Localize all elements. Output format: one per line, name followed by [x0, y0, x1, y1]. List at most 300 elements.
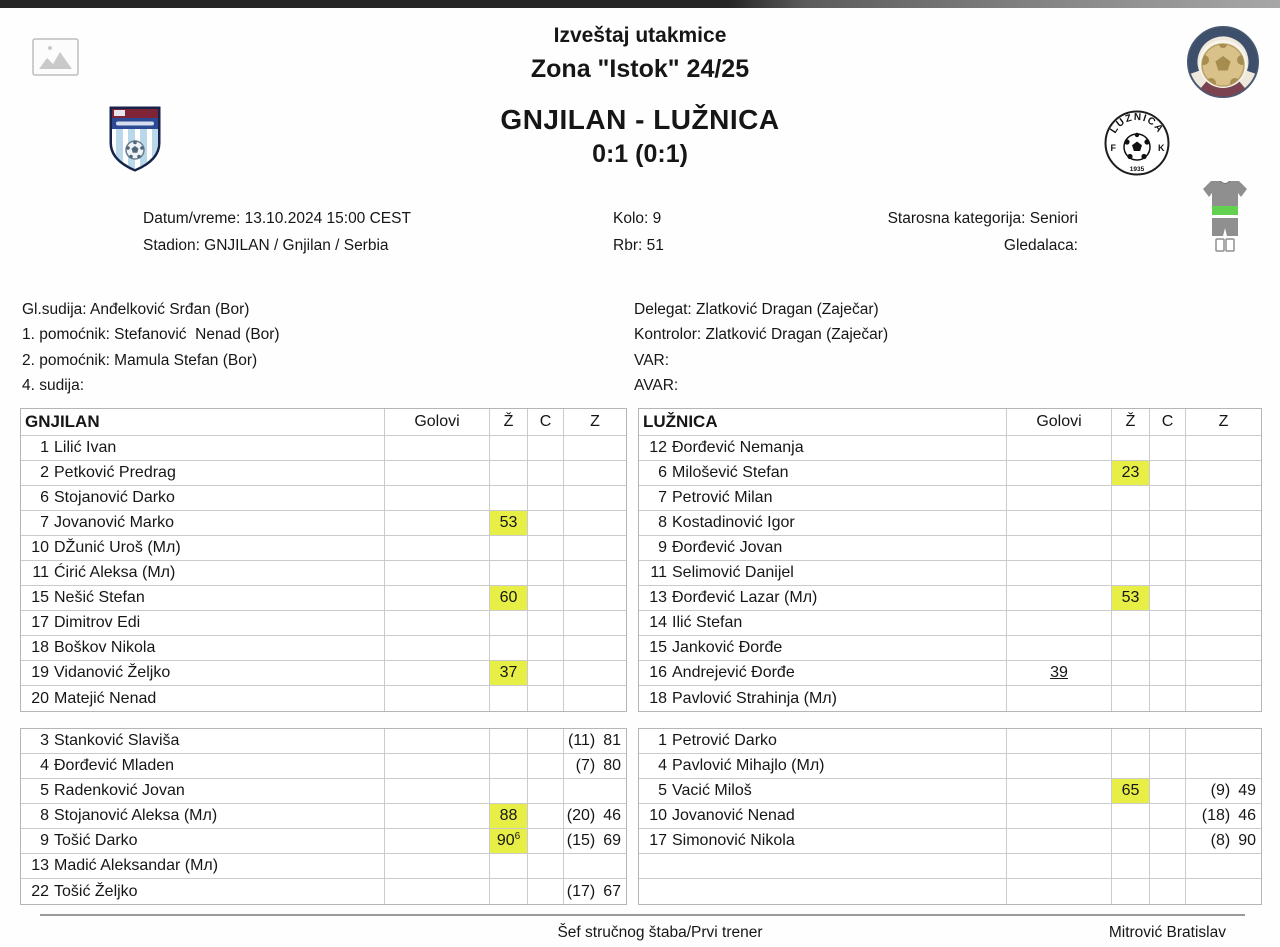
substitution-cell	[563, 461, 626, 485]
away-team-name: LUŽNICA	[643, 412, 718, 431]
player-name: Đorđević Mladen	[54, 757, 175, 774]
yellow-card-cell	[1111, 486, 1149, 510]
var-line: VAR:	[634, 351, 670, 369]
substitution-cell	[563, 729, 626, 753]
player-name: Vidanović Željko	[54, 664, 171, 681]
player-cell	[21, 829, 384, 853]
player-cell	[639, 879, 1006, 904]
score: 0:1 (0:1)	[592, 140, 688, 168]
goals-cell	[384, 536, 489, 560]
red-card-cell	[527, 879, 563, 904]
player-number: 13	[31, 857, 49, 874]
red-card-cell	[527, 729, 563, 753]
goals-cell	[1006, 436, 1111, 460]
table-row	[639, 536, 1261, 561]
away-logo-year: 1935	[1129, 166, 1145, 173]
yellow-card-cell	[489, 854, 527, 878]
player-number: 4	[40, 757, 49, 774]
goals-cell	[1006, 729, 1111, 753]
red-card-cell	[527, 611, 563, 635]
player-name: Petrović Milan	[672, 489, 773, 506]
away-starters-table	[638, 408, 1262, 712]
player-name: DŽunić Uroš (Мл)	[54, 539, 181, 556]
red-card-cell	[527, 436, 563, 460]
red-card-cell	[1149, 561, 1185, 585]
red-column-header: C	[527, 409, 563, 435]
substitution-cell	[1185, 536, 1261, 560]
home-team-name: GNJILAN	[25, 412, 100, 431]
sub-player-ref: (15)	[566, 832, 596, 849]
table-row	[639, 854, 1261, 879]
player-cell	[639, 829, 1006, 853]
substitution-cell	[1185, 561, 1261, 585]
substitution-cell	[1185, 754, 1261, 778]
luznica-round-logo	[1103, 109, 1171, 177]
substitution-cell	[1185, 511, 1261, 535]
player-name: Petković Predrag	[54, 464, 176, 481]
delegate-line: Delegat: Zlatković Dragan (Zaječar)	[634, 301, 879, 318]
table-row	[21, 611, 626, 636]
datetime-line: Datum/vreme: 13.10.2024 15:00 CEST	[143, 210, 411, 227]
player-name: Ćirić Aleksa (Мл)	[54, 564, 176, 581]
player-cell	[21, 461, 384, 485]
sub-player-ref: (8)	[1210, 832, 1231, 849]
player-name: Tošić Darko	[54, 832, 138, 849]
attendance-line: Gledalaca:	[1003, 236, 1078, 254]
player-cell	[21, 661, 384, 685]
table-row	[639, 661, 1261, 686]
yellow-card-cell	[489, 729, 527, 753]
table-row	[21, 436, 626, 461]
player-number: 15	[31, 589, 49, 606]
player-cell	[639, 436, 1006, 460]
player-cell	[639, 486, 1006, 510]
sub-column-header: Z	[1185, 409, 1261, 435]
player-name: Pavlović Mihajlo (Мл)	[672, 757, 825, 774]
goals-cell	[1006, 779, 1111, 803]
player-number: 19	[31, 664, 49, 681]
yellow-card-cell	[489, 536, 527, 560]
stadium-line: Stadion: GNJILAN / Gnjilan / Serbia	[143, 236, 389, 254]
sub-minute: 46	[1238, 807, 1256, 824]
red-card-cell	[1149, 829, 1185, 853]
red-card-cell	[527, 511, 563, 535]
substitution-cell	[563, 754, 626, 778]
yellow-card-cell: 53	[1111, 586, 1149, 610]
table-row	[639, 879, 1261, 904]
yellow-card-cell	[489, 436, 527, 460]
table-row	[21, 486, 626, 511]
player-cell	[639, 661, 1006, 685]
table-row	[639, 779, 1261, 804]
sub-minute: 49	[1238, 782, 1256, 799]
table-row	[639, 754, 1261, 779]
goals-cell	[384, 779, 489, 803]
player-number: 18	[31, 639, 49, 656]
sub-player-ref: (17)	[566, 882, 596, 900]
table-row	[639, 561, 1261, 586]
gnjilan-shield-logo	[107, 105, 163, 173]
coach-name: Mitrović Bratislav	[1108, 924, 1226, 941]
red-card-cell	[1149, 686, 1185, 711]
goals-cell	[384, 686, 489, 711]
red-card-cell	[527, 779, 563, 803]
goals-cell	[384, 461, 489, 485]
player-name: Tošić Željko	[54, 882, 138, 900]
away-logo-arc-text: LUŽNICA	[1108, 111, 1166, 136]
referee-line: Gl.sudija: Anđelković Srđan (Bor)	[22, 301, 250, 318]
goals-cell	[1006, 754, 1111, 778]
player-cell	[21, 879, 384, 904]
competition-title: Zona "Istok" 24/25	[530, 55, 750, 83]
red-card-cell	[527, 636, 563, 660]
player-number: 16	[649, 664, 667, 681]
player-cell	[639, 536, 1006, 560]
goals-cell	[384, 879, 489, 904]
sub-player-ref: (7)	[575, 757, 596, 774]
substitution-cell	[563, 536, 626, 560]
goals-cell	[1006, 611, 1111, 635]
substitution-cell	[563, 804, 626, 828]
substitution-cell	[1185, 486, 1261, 510]
yellow-card-cell	[489, 686, 527, 711]
goals-cell	[384, 486, 489, 510]
player-cell	[21, 536, 384, 560]
yellow-card-cell	[489, 611, 527, 635]
player-number: 10	[649, 807, 667, 824]
player-number: 9	[658, 539, 667, 556]
table-row	[21, 854, 626, 879]
yellow-card-cell	[489, 779, 527, 803]
red-card-cell	[1149, 636, 1185, 660]
table-row	[21, 754, 626, 779]
sub-column-header: Z	[563, 409, 626, 435]
player-number: 11	[32, 564, 49, 581]
officials-right	[634, 297, 888, 399]
substitution-cell	[1185, 586, 1261, 610]
player-name: Jovanović Marko	[54, 514, 175, 531]
red-card-cell	[1149, 486, 1185, 510]
sub-minute: 90	[1238, 832, 1256, 849]
substitution-cell	[563, 854, 626, 878]
player-cell	[21, 636, 384, 660]
table-row	[21, 686, 626, 711]
red-card-cell	[527, 586, 563, 610]
table-row	[21, 661, 626, 686]
player-cell	[21, 436, 384, 460]
table-row	[639, 486, 1261, 511]
red-card-cell	[527, 854, 563, 878]
player-name: Đorđević Jovan	[672, 539, 783, 556]
yellow-card-cell	[1111, 436, 1149, 460]
report-title: Izveštaj utakmice	[553, 24, 727, 47]
player-number: 14	[649, 614, 667, 631]
player-name: Stojanović Darko	[54, 489, 175, 506]
yellow-card-cell	[489, 879, 527, 904]
goals-cell	[1006, 486, 1111, 510]
goals-cell	[384, 729, 489, 753]
player-name: Stanković Slaviša	[54, 732, 180, 749]
table-row	[639, 611, 1261, 636]
yellow-card-cell	[1111, 636, 1149, 660]
jersey-kit-icon	[1202, 180, 1248, 252]
substitution-cell	[563, 486, 626, 510]
player-cell	[639, 461, 1006, 485]
player-name: Petrović Darko	[672, 732, 777, 749]
player-number: 1	[658, 732, 667, 749]
player-number: 1	[40, 439, 49, 456]
substitution-cell	[1185, 829, 1261, 853]
substitution-cell	[563, 511, 626, 535]
sub-player-ref: (20)	[566, 807, 596, 824]
fourth-official-line: 4. sudija:	[22, 377, 85, 395]
goals-cell	[384, 636, 489, 660]
player-number: 10	[31, 539, 49, 556]
goals-column-header: Golovi	[1006, 409, 1111, 435]
goals-cell	[384, 561, 489, 585]
player-number: 18	[649, 689, 667, 707]
player-number: 11	[650, 564, 667, 581]
table-row	[21, 561, 626, 586]
player-number: 5	[658, 782, 667, 799]
substitution-cell	[1185, 436, 1261, 460]
player-number: 8	[40, 807, 49, 824]
red-card-cell	[1149, 436, 1185, 460]
goals-cell	[1006, 636, 1111, 660]
league-round-logo	[1185, 24, 1261, 100]
goals-cell	[1006, 536, 1111, 560]
player-number: 8	[658, 514, 667, 531]
goals-cell	[384, 586, 489, 610]
table-row	[21, 461, 626, 486]
substitution-cell	[1185, 636, 1261, 660]
red-column-header: C	[1149, 409, 1185, 435]
yellow-card-cell	[1111, 561, 1149, 585]
player-cell	[21, 779, 384, 803]
player-name: Janković Đorđe	[672, 639, 783, 656]
table-row	[639, 511, 1261, 536]
goals-cell	[384, 829, 489, 853]
table-row	[21, 829, 626, 854]
yellow-column-header: Ž	[1111, 409, 1149, 435]
player-number: 17	[31, 614, 49, 631]
player-number: 6	[658, 464, 667, 481]
yellow-card-cell: 60	[489, 586, 527, 610]
yellow-card-cell	[1111, 829, 1149, 853]
yellow-card-cell: 37	[489, 661, 527, 685]
player-name: Pavlović Strahinja (Мл)	[672, 689, 837, 707]
player-number: 22	[31, 882, 49, 900]
goals-cell	[1006, 829, 1111, 853]
player-cell	[639, 561, 1006, 585]
goals-cell	[1006, 686, 1111, 711]
player-name: Kostadinović Igor	[672, 514, 795, 531]
player-number: 9	[40, 832, 49, 849]
table-row	[639, 804, 1261, 829]
player-name: Selimović Danijel	[672, 564, 794, 581]
substitution-cell	[1185, 611, 1261, 635]
table-row	[639, 586, 1261, 611]
player-name: Nešić Stefan	[54, 589, 145, 606]
yellow-card-cell: 23	[1111, 461, 1149, 485]
player-number: 3	[40, 732, 49, 749]
player-cell	[639, 636, 1006, 660]
goals-cell	[384, 436, 489, 460]
player-name: Jovanović Nenad	[672, 807, 795, 824]
red-card-cell	[527, 561, 563, 585]
goals-cell	[1006, 586, 1111, 610]
player-name: Simonović Nikola	[672, 832, 795, 849]
substitution-cell	[563, 686, 626, 711]
match-number-line: Rbr: 51	[613, 236, 664, 254]
yellow-card-cell	[1111, 661, 1149, 685]
yellow-card-cell	[489, 486, 527, 510]
player-name: Lilić Ivan	[54, 439, 117, 456]
yellow-card-cell	[489, 754, 527, 778]
player-name: Andrejević Đorđe	[672, 664, 795, 681]
avar-line: AVAR:	[634, 377, 679, 395]
player-name: Ilić Stefan	[672, 614, 743, 631]
sub-minute: 81	[603, 732, 621, 749]
yellow-card-cell	[1111, 854, 1149, 878]
substitution-cell	[1185, 661, 1261, 685]
assistant2-line: 2. pomoćnik: Mamula Stefan (Bor)	[22, 351, 258, 369]
sub-player-ref: (9)	[1210, 782, 1231, 799]
yellow-card-cell	[1111, 611, 1149, 635]
substitution-cell	[1185, 779, 1261, 803]
yellow-card-cell	[1111, 879, 1149, 904]
goals-cell	[384, 804, 489, 828]
substitution-cell	[1185, 686, 1261, 711]
yellow-card-cell	[1111, 754, 1149, 778]
table-row	[639, 461, 1261, 486]
controller-line: Kontrolor: Zlatković Dragan (Zaječar)	[634, 326, 889, 344]
goals-column-header: Golovi	[384, 409, 489, 435]
match-info-left	[143, 206, 411, 259]
yellow-card-cell	[1111, 536, 1149, 560]
red-card-cell	[527, 754, 563, 778]
substitution-cell	[1185, 461, 1261, 485]
goals-cell	[1006, 461, 1111, 485]
red-card-cell	[1149, 536, 1185, 560]
goals-cell	[1006, 804, 1111, 828]
assistant1-line: 1. pomoćnik: Stefanović Nenad (Bor)	[22, 326, 280, 344]
red-card-cell	[1149, 511, 1185, 535]
coach-role-label: Šef stručnog štaba/Prvi trener	[557, 924, 763, 941]
substitution-cell	[563, 436, 626, 460]
player-name: Madić Aleksandar (Мл)	[54, 857, 219, 874]
red-card-cell	[527, 804, 563, 828]
red-card-cell	[1149, 754, 1185, 778]
match-info-center	[613, 206, 664, 259]
table-row	[21, 879, 626, 904]
yellow-card-cell	[1111, 686, 1149, 711]
red-card-cell	[1149, 879, 1185, 904]
red-card-cell	[1149, 804, 1185, 828]
table-row	[639, 636, 1261, 661]
table-row	[639, 829, 1261, 854]
substitution-cell	[1185, 729, 1261, 753]
goals-cell	[384, 611, 489, 635]
substitution-cell	[563, 829, 626, 853]
footer-divider	[40, 914, 1245, 916]
table-row	[21, 636, 626, 661]
substitution-cell	[563, 879, 626, 904]
player-name: Boškov Nikola	[54, 639, 156, 656]
substitution-cell	[563, 586, 626, 610]
player-name: Đorđević Lazar (Мл)	[672, 589, 818, 606]
player-number: 20	[31, 689, 49, 707]
player-name: Vacić Miloš	[672, 782, 752, 799]
substitution-cell	[563, 611, 626, 635]
player-cell	[639, 686, 1006, 711]
yellow-card-cell	[1111, 729, 1149, 753]
officials-left	[22, 297, 280, 399]
table-row	[21, 779, 626, 804]
substitution-cell	[563, 636, 626, 660]
away-table-header	[639, 409, 1261, 436]
red-card-cell	[527, 686, 563, 711]
round-line: Kolo: 9	[613, 210, 662, 227]
goals-cell	[384, 754, 489, 778]
red-card-cell	[527, 661, 563, 685]
sub-minute: 69	[603, 832, 621, 849]
goals-cell	[1006, 879, 1111, 904]
table-row	[21, 536, 626, 561]
table-row	[21, 511, 626, 536]
player-number: 4	[658, 757, 667, 774]
yellow-card-cell	[1111, 511, 1149, 535]
player-number: 12	[649, 439, 667, 456]
yellow-card-cell	[489, 461, 527, 485]
sub-player-ref: (11)	[567, 732, 596, 749]
home-starters-table	[20, 408, 627, 712]
player-cell	[21, 729, 384, 753]
player-name: Đorđević Nemanja	[672, 439, 804, 456]
table-row	[639, 686, 1261, 711]
table-row	[21, 729, 626, 754]
player-cell	[639, 754, 1006, 778]
table-row	[21, 804, 626, 829]
player-cell	[21, 854, 384, 878]
red-card-cell	[527, 536, 563, 560]
substitution-cell	[563, 561, 626, 585]
red-card-cell	[1149, 586, 1185, 610]
red-card-cell	[1149, 461, 1185, 485]
player-name: Dimitrov Edi	[54, 614, 141, 631]
red-card-cell	[1149, 611, 1185, 635]
red-card-cell	[527, 829, 563, 853]
sub-player-ref: (18)	[1201, 807, 1231, 824]
player-cell	[639, 586, 1006, 610]
match-title: GNJILAN - LUŽNICA	[500, 104, 780, 135]
match-info-right	[798, 206, 1078, 259]
player-cell	[21, 611, 384, 635]
player-cell	[639, 779, 1006, 803]
player-name: Radenković Jovan	[54, 782, 185, 799]
yellow-card-cell: $90^6$	[489, 829, 527, 853]
player-cell	[21, 561, 384, 585]
substitution-cell	[563, 661, 626, 685]
goals-cell	[1006, 561, 1111, 585]
red-card-cell	[527, 486, 563, 510]
player-name: Milošević Stefan	[672, 464, 789, 481]
scan-edge-bar	[0, 0, 1280, 8]
substitution-cell	[563, 779, 626, 803]
goals-cell: 39	[1006, 661, 1111, 685]
red-card-cell	[527, 461, 563, 485]
away-bench-table	[638, 728, 1262, 905]
